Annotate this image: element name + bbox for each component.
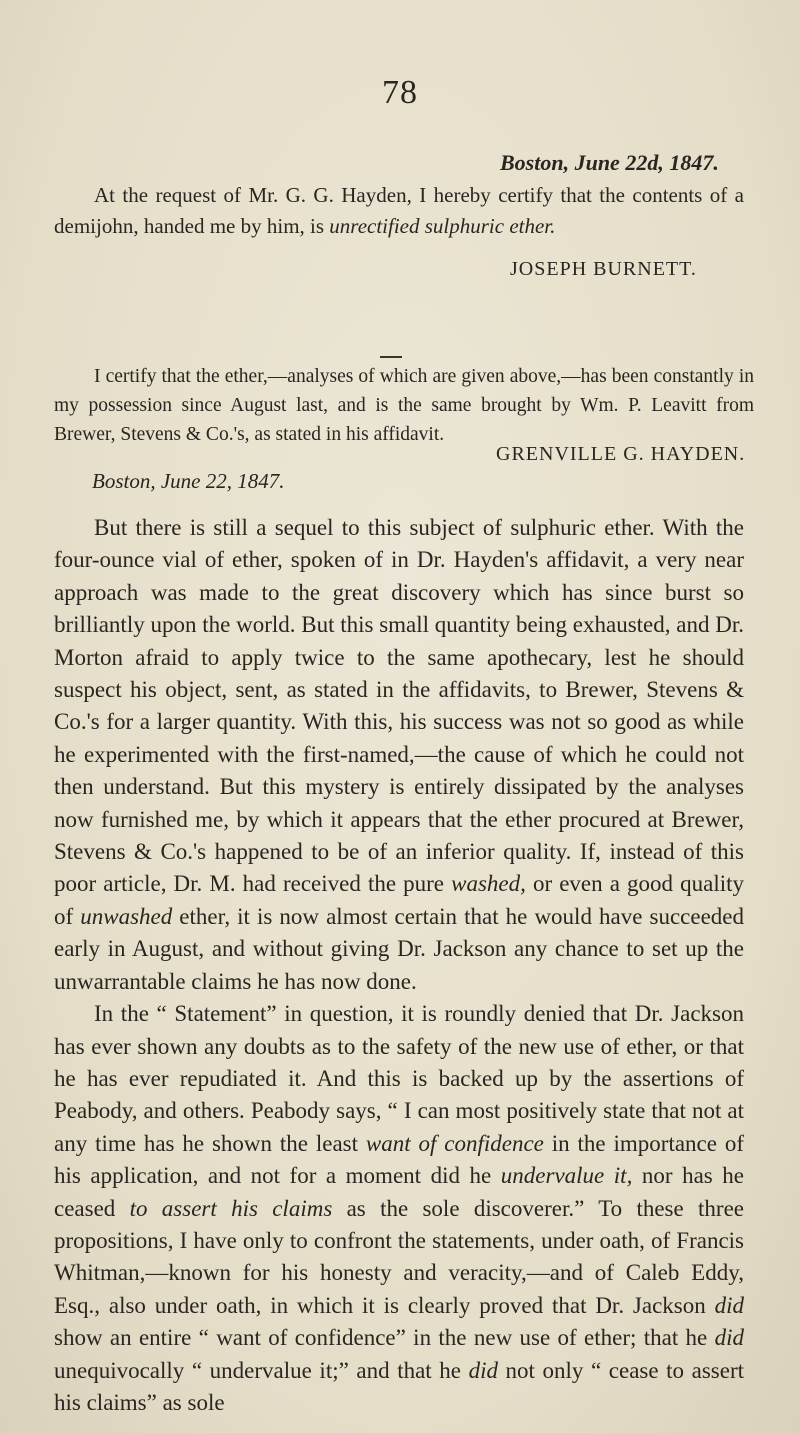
paragraph-statement-part: unequivocally “ undervalue it;” and that he — [54, 1357, 469, 1383]
paragraph-statement-part: nor has he ceased — [54, 1163, 744, 1221]
page-number: 78 — [382, 74, 418, 111]
emphasis-want-of-confidence: want of confidence — [365, 1130, 544, 1156]
emphasis-unwashed: unwashed — [80, 903, 173, 929]
divider — [380, 356, 402, 358]
emphasis-did: did — [468, 1357, 498, 1383]
paragraph-statement-part: show an entire “ want of confidence” in the new use of ether; that he — [54, 1325, 715, 1351]
certificate-burnett-text: At the request of Mr. G. G. Hayden, I hereby certify that the contents of a demijohn, handed me by him, is — [54, 183, 744, 238]
place-date: Boston, June 22, 1847. — [92, 469, 285, 493]
certificate-hayden: I certify that the ether,—analyses of which are given above,—has been constantly in my possession since August last, and is the same brought by Wm. P. Leavitt from Brewer, Stevens & Co.'s, as stated in his affidavit. — [54, 366, 754, 445]
paragraph-sequel-part: or even a good quality of — [54, 871, 745, 929]
paragraph-statement-part: in the importance of his application, and not for a moment did he — [54, 1130, 744, 1189]
emphasis-assert-claims: to assert his claims — [129, 1195, 333, 1221]
emphasis-did: did — [714, 1325, 744, 1351]
paragraph-statement-part: In the “ Statement” in question, it is roundly denied that Dr. Jackson has ever shown any doubts as to the safety of the new use of ether, or that he has ever repudiated it. And this is backed up by the assertions of Peabody, and others. Peabody says, “ I can most positively state that not at any time has he shown the least — [54, 1001, 744, 1156]
paragraph-sequel — [54, 512, 744, 998]
paragraph-statement — [54, 998, 744, 1419]
paragraph-statement-part: not only “ cease to assert his claims” as sole — [54, 1357, 744, 1415]
emphasis-washed: washed, — [451, 871, 526, 897]
paragraph-statement-part: as the sole discoverer.” To these three propositions, I have only to confront the statements, under oath, of Francis Whitman,—known for his honesty and veracity,—and of Caleb Eddy, Esq., also under oath, in which it is clearly proved that Dr. Jackson — [54, 1195, 744, 1318]
signature-grenville-hayden: GRENVILLE G. HAYDEN. — [496, 443, 746, 465]
emphasis-did: did — [714, 1292, 744, 1318]
paragraph-sequel-part: But there is still a sequel to this subject of sulphuric ether. With the four-ounce vial of ether, spoken of in Dr. Hayden's affidavit, a very near approach was made to the great discovery which has since burst so brilliantly upon the world. But this small quantity being exhausted, and Dr. Morton afraid to apply twice to the same apothecary, lest he should suspect his object, sent, as stated in the affidavits, to Brewer, Stevens & Co.'s for a larger quantity. With this, his success was not so good as while he experimented with the first-named,—the cause of which he could not then understand. But this mystery is entirely dissipated by the analyses now furnished me, by which it appears that the ether procured at Brewer, Stevens & Co.'s happened to be of an inferior quality. If, instead of this poor article, Dr. M. had received the pure — [54, 515, 744, 897]
signature-joseph-burnett: JOSEPH BURNETT. — [510, 258, 697, 280]
certificate-burnett-emphasis: unrectified sulphuric ether. — [329, 214, 556, 238]
certificate-burnett — [54, 180, 744, 242]
paragraph-sequel-part: ether, it is now almost certain that he would have succeeded early in August, and without giving Dr. Jackson any chance to set up the unwarrantable claims he has now done. — [54, 903, 744, 994]
emphasis-undervalue: undervalue it, — [500, 1163, 633, 1189]
dateline: Boston, June 22d, 1847. — [500, 150, 719, 175]
main-text — [54, 512, 744, 1419]
